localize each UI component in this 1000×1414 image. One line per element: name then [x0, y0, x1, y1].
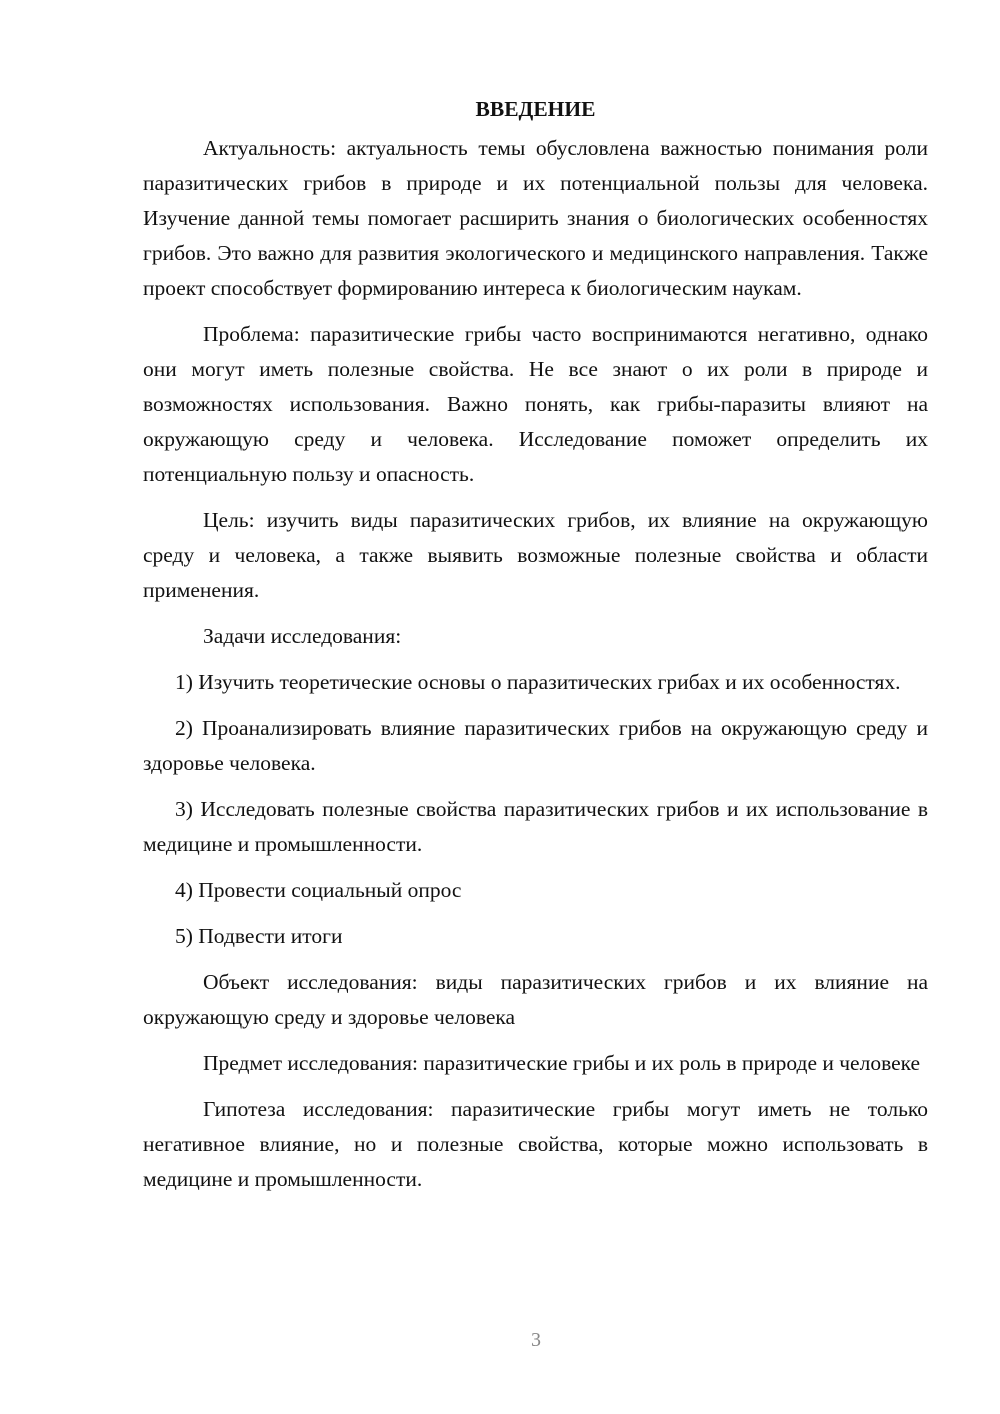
goal-paragraph: Цель: изучить виды паразитических грибов, их влияние на окружающую среду и человека, а также выявить возможные полезные свойства и области применения.: [143, 508, 928, 602]
document-page: [143, 92, 928, 1208]
task-item-4: 4) Провести социальный опрос: [175, 878, 462, 902]
relevance-paragraph: Актуальность: актуальность темы обусловлена важностью понимания роли паразитических грибов в природе и их потенциальной пользы для человека. Изучение данной темы помогает расширить знания о биологических особенностях грибов. Это важно для развития экологического и медицинского направления. Также проект способствует формированию интереса к биологическим наукам.: [143, 136, 928, 300]
problem-paragraph: Проблема: паразитические грибы часто воспринимаются негативно, однако они могут иметь полезные свойства. Не все знают о их роли в природе и возможностях использования. Важно понять, как грибы-паразиты влияют на окружающую среду и человека. Исследование поможет определить их потенциальную пользу и опасность.: [143, 322, 928, 486]
page-title: ВВЕДЕНИЕ: [475, 97, 596, 121]
task-item-3: 3) Исследовать полезные свойства паразитических грибов и их использование в медицине и промышленности.: [143, 797, 928, 856]
task-item-1: 1) Изучить теоретические основы о паразитических грибах и их особенностях.: [175, 670, 901, 694]
page-number: 3: [531, 1329, 541, 1351]
task-item-2: 2) Проанализировать влияние паразитических грибов на окружающую среду и здоровье человека.: [143, 716, 928, 775]
task-item-5: 5) Подвести итоги: [175, 924, 343, 948]
tasks-heading: Задачи исследования:: [203, 624, 402, 648]
hypothesis-paragraph: Гипотеза исследования: паразитические грибы могут иметь не только негативное влияние, но и полезные свойства, которые можно использовать в медицине и промышленности.: [143, 1097, 928, 1191]
subject-paragraph: Предмет исследования: паразитические грибы и их роль в природе и человеке: [203, 1051, 921, 1075]
object-paragraph: Объект исследования: виды паразитических грибов и их влияние на окружающую среду и здоровье человека: [143, 970, 928, 1029]
